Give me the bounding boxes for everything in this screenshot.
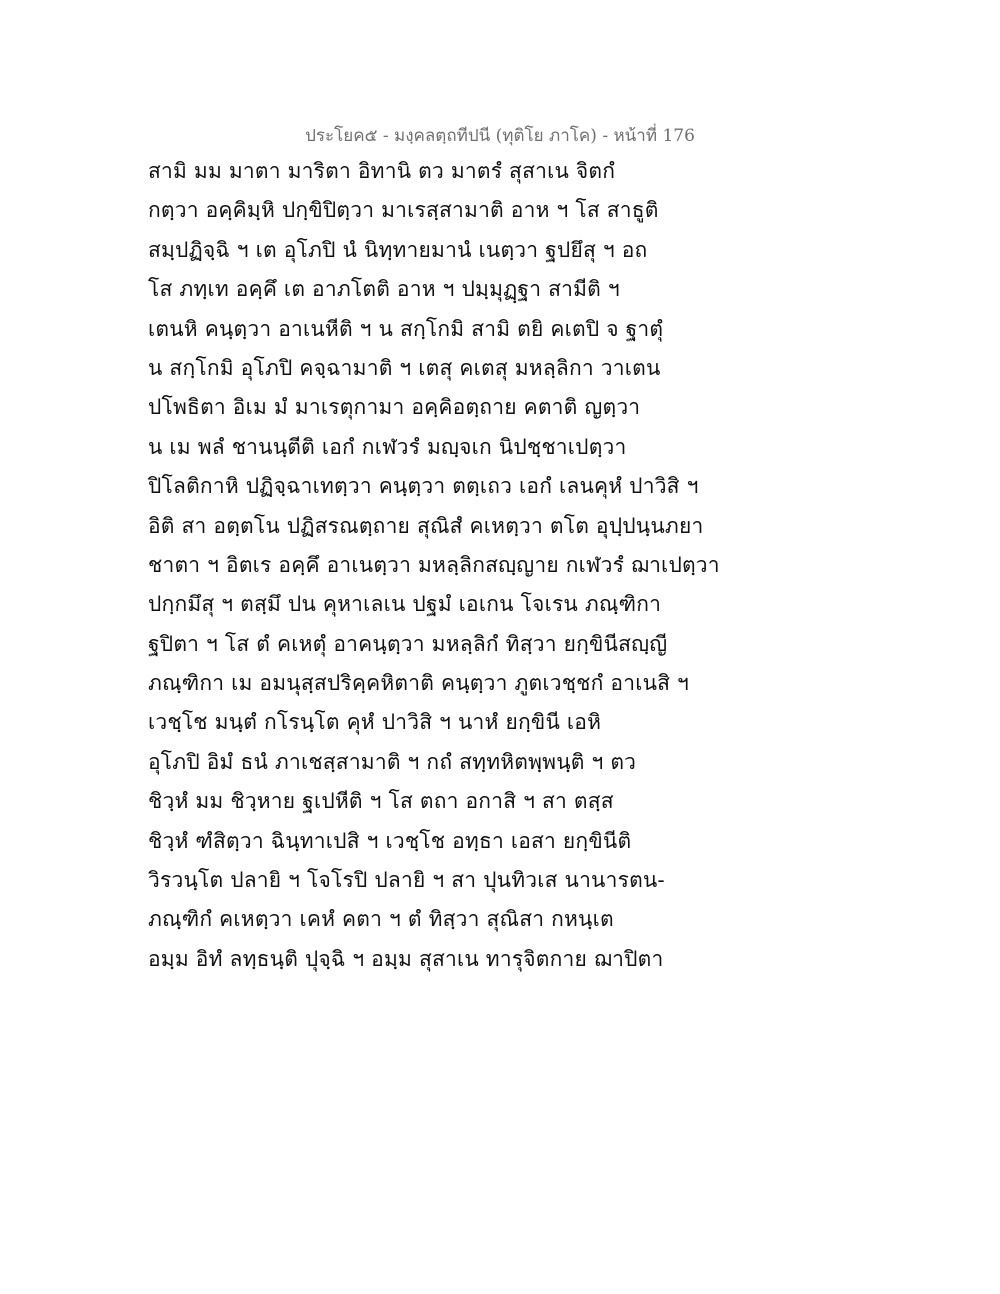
text-line: น สกฺโกมิ อุโภปิ คจฺฉามาติ ฯ เตสุ คเตสุ มหลฺลิกา วาเตน [148,355,661,380]
text-line: อมฺม อิทํ ลทฺธนฺติ ปุจฺฉิ ฯ อมฺม สุสาเน ทารุจิตกาย ฌาปิตา [148,946,664,971]
text-line: ปกฺกมึสุ ฯ ตสฺมึ ปน คุหาเลเน ปฐมํ เอเกน โจเรน ภณฺฑิกา [148,592,662,617]
text-line: ภณฺฑิกา เม อมนุสฺสปริคฺคหิตาติ คนฺตฺวา ภูตเวชฺชกํ อาเนสิ ฯ [148,671,690,696]
text-line: สามิ มม มาตา มาริตา อิทานิ ตว มาตรํ สุสาเน จิตกํ [148,159,616,183]
text-line: โส ภทฺเท อคฺคึ เต อาภโตติ อาห ฯ ปมฺมุฏฺฐา สามีติ ฯ [148,277,620,302]
body-text [148,152,720,979]
running-header: ประโยค๕ - มงฺคลตฺถทีปนี (ทุติโย ภาโค) - หน้าที่ 176 [305,126,695,146]
text-line: วิรวนฺโต ปลายิ ฯ โจโรปิ ปลายิ ฯ สา ปุนทิวเส นานารตน- [148,868,665,893]
text-line: อิติ สา อตฺตโน ปฏิสรณตฺถาย สุณิสํ คเหตฺวา ตโต อุปฺปนฺนภยา [148,513,704,538]
text-line: อุโภปิ อิมํ ธนํ ภาเชสฺสามาติ ฯ กถํ สทฺทหิตพฺพนฺติ ฯ ตว [148,749,637,774]
text-line: เวชฺโช มนฺตํ กโรนฺโต คุหํ ปาวิสิ ฯ นาหํ ยกฺขินี เอหิ [148,710,602,735]
text-line: เตนหิ คนฺตฺวา อาเนหีติ ฯ น สกฺโกมิ สามิ ตยิ คเตปิ จ ฐาตุํ [148,316,664,341]
text-line: ปโพธิตา อิเม มํ มาเรตุกามา อคฺคิอตฺถาย คตาติ ญตฺวา [148,395,641,420]
text-line: ปิโลติกาหิ ปฏิจฺฉาเทตฺวา คนฺตฺวา ตตฺเถว เอกํ เลนคุหํ ปาวิสิ ฯ [148,474,699,499]
text-line: ชิวฺหํ ฑํสิตฺวา ฉินฺทาเปสิ ฯ เวชฺโช อทฺธา เอสา ยกฺขินีติ [148,828,632,853]
text-line: ชิวฺหํ มม ชิวฺหาย ฐเปหีติ ฯ โส ตถา อกาสิ ฯ สา ตสฺส [148,789,614,814]
text-line: สมฺปฏิจฺฉิ ฯ เต อุโภปิ นํ นิทฺทายมานํ เนตฺวา ฐปยึสุ ฯ อถ [148,237,648,262]
text-line: ภณฺฑิกํ คเหตฺวา เคหํ คตา ฯ ตํ ทิสฺวา สุณิสา กหนฺเต [148,907,614,932]
text-line: ชาตา ฯ อิตเร อคฺคึ อาเนตฺวา มหลฺลิกสญฺญาย กเฬวรํ ฌาเปตฺวา [148,552,720,577]
text-line: น เม พลํ ชานนฺตีติ เอกํ กเฬวรํ มญฺจเก นิปชฺชาเปตฺวา [148,434,627,459]
text-line: กตฺวา อคฺคิมฺหิ ปกฺขิปิตฺวา มาเรสฺสามาติ อาห ฯ โส สาธูติ [148,198,659,223]
text-line: ฐปิตา ฯ โส ตํ คเหตุํ อาคนฺตฺวา มหลฺลิกํ ทิสฺวา ยกฺขินีสญฺญี [148,631,668,656]
